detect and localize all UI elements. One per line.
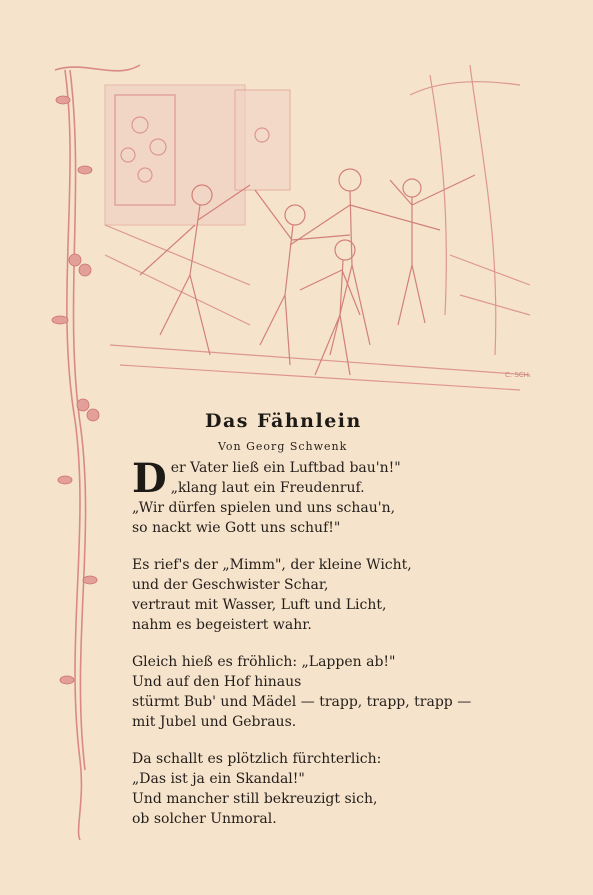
- drop-cap: D: [132, 455, 167, 502]
- poem-line: Da schallt es plötzlich fürchterlich:: [132, 751, 382, 767]
- artist-signature: C. SCH.: [505, 371, 532, 379]
- poem-line: und der Geschwister Schar,: [132, 577, 329, 593]
- poem-author: Von Georg Schwenk: [218, 440, 348, 453]
- poem-line: ob solcher Unmoral.: [132, 811, 277, 827]
- poem-line: er Vater ließ ein Luftbad bau'n!": [170, 460, 401, 476]
- poem-line: stürmt Bub' und Mädel — trapp, trapp, trapp —: [132, 694, 472, 710]
- poem-line: Es rief's der „Mimm", der kleine Wicht,: [132, 557, 412, 573]
- stanza-3: [132, 652, 512, 732]
- poem-line: nahm es begeistert wahr.: [132, 617, 312, 633]
- poem-line: vertraut mit Wasser, Luft und Licht,: [132, 597, 387, 613]
- stanza-4: [132, 749, 512, 829]
- floral-vine-border: [45, 60, 145, 840]
- stanza-2: [132, 555, 512, 635]
- poem-title: Das Fähnlein: [205, 410, 362, 432]
- poem-body: [132, 455, 512, 846]
- poem-line: „klang laut ein Freudenruf.: [170, 480, 365, 496]
- poem-line: so nackt wie Gott uns schuf!": [132, 520, 341, 536]
- poem-line: mit Jubel und Gebraus.: [132, 714, 297, 730]
- stanza-1: [132, 455, 512, 538]
- poem-line: Und mancher still bekreuzigt sich,: [132, 791, 378, 807]
- poem-line: Gleich hieß es fröhlich: „Lappen ab!": [132, 654, 396, 670]
- poem-line: Und auf den Hof hinaus: [132, 674, 302, 690]
- poem-line: „Das ist ja ein Skandal!": [132, 771, 305, 787]
- poem-line: „Wir dürfen spielen und uns schau'n,: [132, 500, 396, 516]
